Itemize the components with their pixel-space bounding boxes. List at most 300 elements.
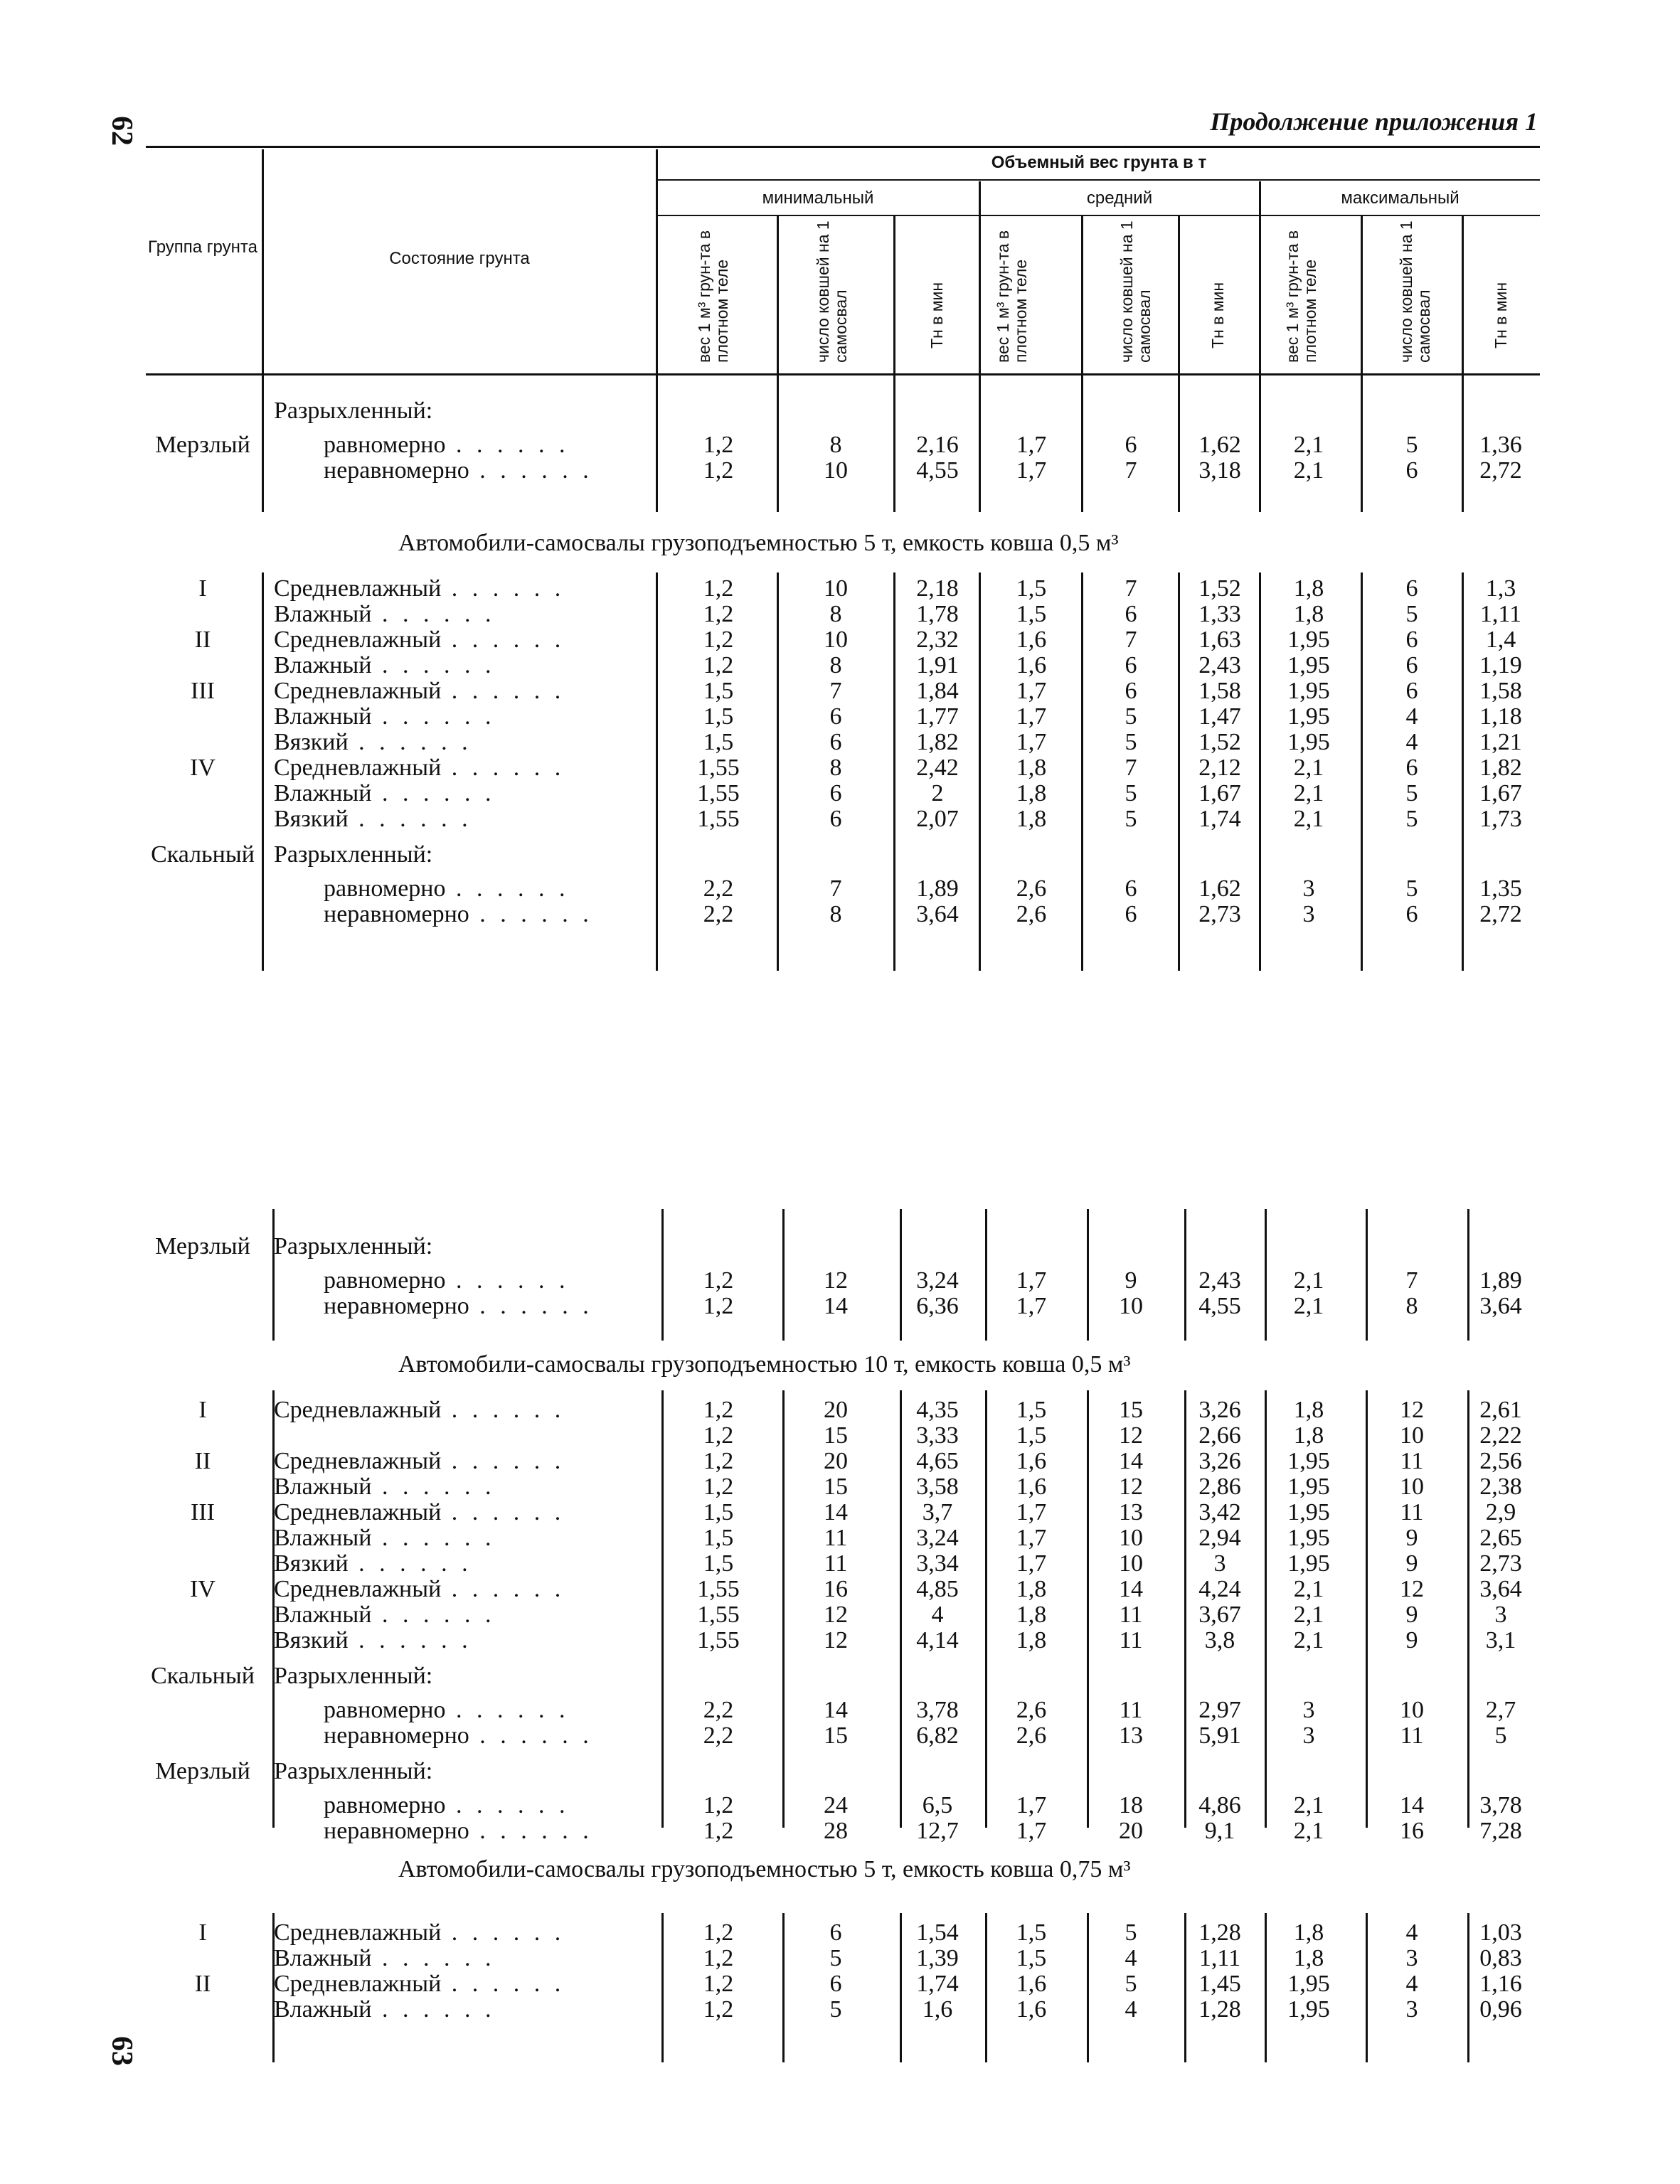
- state-text: Влажный: [274, 601, 372, 627]
- cell-value: 3,64: [916, 901, 959, 927]
- cell-value: 24: [824, 1792, 848, 1818]
- cell-value: 1,2: [703, 1267, 734, 1294]
- leader-dots: . . . . . .: [441, 755, 565, 781]
- col-header-time-min: Тн в мин: [927, 282, 946, 348]
- table-row: [0, 1793, 1680, 1818]
- table-row: [0, 1818, 1680, 1844]
- cell-value: 4,65: [916, 1448, 959, 1474]
- cell-value: 1,2: [703, 1474, 734, 1500]
- state-text: Средневлажный: [274, 1919, 442, 1946]
- col-header-weight-min: вес 1 м³ грун-та в плотном теле: [695, 230, 731, 363]
- group-label: Мерзлый: [155, 432, 250, 458]
- leader-dots: . . . . . .: [445, 1697, 570, 1723]
- state-label: [274, 1500, 565, 1525]
- state-text: неравномерно: [324, 1818, 469, 1844]
- leader-dots: . . . . . .: [371, 1996, 496, 2023]
- cell-value: 5: [1405, 875, 1418, 902]
- cell-value: 4,24: [1198, 1576, 1241, 1602]
- cell-value: 6: [1125, 875, 1137, 902]
- table-row: [0, 678, 1680, 704]
- cell-value: 10: [1400, 1697, 1424, 1723]
- state-label: [274, 1397, 565, 1423]
- cell-value: 2,94: [1198, 1525, 1241, 1551]
- cell-value: 1,73: [1479, 806, 1522, 832]
- cell-value: 1,11: [1479, 601, 1522, 627]
- state-label: [274, 1474, 495, 1500]
- state-label: [324, 458, 593, 484]
- cell-value: 1,6: [922, 1996, 953, 2023]
- cell-value: 2,61: [1479, 1397, 1522, 1423]
- table-row: [0, 1997, 1680, 2023]
- cell-value: 6: [829, 1919, 842, 1946]
- table-row: [0, 876, 1680, 902]
- table-row: [0, 1397, 1680, 1423]
- cell-value: 1,7: [1016, 729, 1047, 755]
- cell-value: 20: [824, 1448, 848, 1474]
- leader-dots: . . . . . .: [441, 1971, 565, 1997]
- cell-value: 1,8: [1293, 601, 1324, 627]
- cell-value: 2,1: [1293, 1818, 1324, 1844]
- table-row: [0, 1723, 1680, 1749]
- cell-value: 1,2: [703, 1448, 734, 1474]
- cell-value: 1,2: [703, 457, 734, 484]
- leader-dots: . . . . . .: [469, 1818, 593, 1844]
- cell-value: 4: [1405, 1919, 1418, 1946]
- state-label: [274, 1449, 565, 1474]
- cell-value: 1,2: [703, 1792, 734, 1818]
- state-text: равномерно: [324, 1267, 446, 1294]
- cell-value: 1,6: [1016, 627, 1047, 653]
- state-label: [274, 1577, 565, 1602]
- cell-value: 6: [1405, 575, 1418, 602]
- cell-value: 28: [824, 1818, 848, 1844]
- cell-value: 1,7: [1016, 1792, 1047, 1818]
- cell-value: 11: [824, 1550, 848, 1577]
- cell-value: 1,5: [703, 703, 734, 730]
- state-text: Средневлажный: [274, 575, 442, 602]
- cell-value: 1,95: [1287, 627, 1330, 653]
- leader-dots: . . . . . .: [348, 729, 472, 755]
- table-row: [0, 1628, 1680, 1653]
- state-text: Влажный: [274, 703, 372, 730]
- cell-value: 2,07: [916, 806, 959, 832]
- state-text: неравномерно: [324, 457, 469, 484]
- cell-value: 2,86: [1198, 1474, 1241, 1500]
- cell-value: 1,95: [1287, 1448, 1330, 1474]
- cell-value: 5: [1125, 703, 1137, 730]
- cell-value: 7: [829, 678, 842, 704]
- cell-value: 1,62: [1198, 875, 1241, 902]
- cell-value: 5,91: [1198, 1722, 1241, 1749]
- cell-value: 11: [1400, 1448, 1424, 1474]
- state-text: Вязкий: [274, 1627, 349, 1653]
- header-rule-sub: [658, 215, 1540, 216]
- cell-value: 2,22: [1479, 1422, 1522, 1449]
- state-text: неравномерно: [324, 1293, 469, 1319]
- table-row: [0, 398, 1680, 424]
- state-text: Средневлажный: [274, 755, 442, 781]
- leader-dots: . . . . . .: [371, 780, 496, 806]
- state-text: Вязкий: [274, 729, 349, 755]
- cell-value: 8: [829, 432, 842, 458]
- cell-value: 1,78: [916, 601, 959, 627]
- state-label: [274, 678, 565, 704]
- state-label: [274, 602, 495, 627]
- cell-value: 2,9: [1485, 1499, 1516, 1525]
- state-label: [274, 1759, 432, 1784]
- cell-value: 1,7: [1016, 457, 1047, 484]
- cell-value: 11: [1119, 1627, 1143, 1653]
- group-label: III: [191, 678, 215, 704]
- cell-value: 1,7: [1016, 1499, 1047, 1525]
- leader-dots: . . . . . .: [371, 703, 496, 730]
- group-label: III: [191, 1499, 215, 1525]
- cell-value: 1,55: [697, 755, 740, 781]
- leader-dots: . . . . . .: [441, 1499, 565, 1525]
- cell-value: 11: [824, 1525, 848, 1551]
- cell-value: 1,8: [1016, 780, 1047, 806]
- leader-dots: . . . . . .: [469, 1722, 593, 1749]
- section-title: Автомобили-самосвалы грузоподъемностью 5 т, емкость ковша 0,5 м³: [398, 530, 1119, 556]
- group-label: IV: [190, 755, 216, 781]
- cell-value: 1,2: [703, 575, 734, 602]
- cell-value: 10: [1400, 1474, 1424, 1500]
- cell-value: 20: [1119, 1818, 1143, 1844]
- cell-value: 1,2: [703, 1397, 734, 1423]
- cell-value: 2,1: [1293, 806, 1324, 832]
- leader-dots: . . . . . .: [371, 1474, 496, 1500]
- cell-value: 1,95: [1287, 1971, 1330, 1997]
- cell-value: 1,8: [1016, 1576, 1047, 1602]
- cell-value: 3,24: [916, 1525, 959, 1551]
- state-label: [274, 398, 432, 424]
- cell-value: 3,78: [916, 1697, 959, 1723]
- cell-value: 1,36: [1479, 432, 1522, 458]
- cell-value: 0,96: [1479, 1996, 1522, 2023]
- state-text: Средневлажный: [274, 1499, 442, 1525]
- cell-value: 14: [1119, 1576, 1143, 1602]
- table-row: [0, 1602, 1680, 1628]
- cell-value: 5: [1125, 780, 1137, 806]
- cell-value: 13: [1119, 1722, 1143, 1749]
- cell-value: 2: [931, 780, 944, 806]
- leader-dots: . . . . . .: [371, 601, 496, 627]
- state-label: [274, 842, 432, 868]
- cell-value: 1,3: [1485, 575, 1516, 602]
- leader-dots: . . . . . .: [469, 901, 593, 927]
- cell-value: 15: [824, 1474, 848, 1500]
- cell-value: 5: [1405, 780, 1418, 806]
- cell-value: 16: [824, 1576, 848, 1602]
- cell-value: 2,1: [1293, 1792, 1324, 1818]
- cell-value: 4: [1405, 703, 1418, 730]
- cell-value: 6,82: [916, 1722, 959, 1749]
- cell-value: 1,2: [703, 432, 734, 458]
- cell-value: 2,97: [1198, 1697, 1241, 1723]
- cell-value: 1,8: [1293, 1397, 1324, 1423]
- table-row: [0, 842, 1680, 868]
- cell-value: 9: [1405, 1602, 1418, 1628]
- cell-value: 5: [1494, 1722, 1507, 1749]
- state-label: [274, 576, 565, 602]
- leader-dots: . . . . . .: [469, 1293, 593, 1319]
- leader-dots: . . . . . .: [441, 1919, 565, 1946]
- cell-value: 2,42: [916, 755, 959, 781]
- cell-value: 10: [1119, 1293, 1143, 1319]
- cell-value: 5: [1405, 601, 1418, 627]
- state-label: [274, 1525, 495, 1551]
- cell-value: 12: [824, 1627, 848, 1653]
- cell-value: 1,58: [1198, 678, 1241, 704]
- cell-value: 14: [824, 1697, 848, 1723]
- cell-value: 15: [824, 1422, 848, 1449]
- cell-value: 1,7: [1016, 1550, 1047, 1577]
- cell-value: 4,55: [916, 457, 959, 484]
- cell-value: 3,26: [1198, 1448, 1241, 1474]
- state-label: [324, 902, 593, 927]
- state-label: [324, 1723, 593, 1749]
- group-label: II: [194, 1448, 211, 1474]
- cell-value: 8: [829, 755, 842, 781]
- state-label: [324, 432, 570, 458]
- cell-value: 7: [1125, 575, 1137, 602]
- cell-value: 1,11: [1198, 1945, 1241, 1971]
- cell-value: 6: [829, 806, 842, 832]
- cell-value: 9: [1405, 1525, 1418, 1551]
- cell-value: 2,66: [1198, 1422, 1241, 1449]
- cell-value: 1,2: [703, 1996, 734, 2023]
- table-row: [0, 902, 1680, 927]
- cell-value: 8: [829, 601, 842, 627]
- cell-value: 2,72: [1479, 901, 1522, 927]
- cell-value: 15: [1119, 1397, 1143, 1423]
- state-text: Разрыхленный:: [274, 1233, 433, 1259]
- state-label: [324, 876, 570, 902]
- cell-value: 1,8: [1016, 1627, 1047, 1653]
- cell-value: 5: [1125, 1919, 1137, 1946]
- cell-value: 2,56: [1479, 1448, 1522, 1474]
- state-label: [274, 1920, 565, 1946]
- cell-value: 6,36: [916, 1293, 959, 1319]
- cell-value: 3,18: [1198, 457, 1241, 484]
- cell-value: 2,73: [1198, 901, 1241, 927]
- cell-value: 5: [1405, 806, 1418, 832]
- cell-value: 11: [1119, 1697, 1143, 1723]
- cell-value: 6: [829, 1971, 842, 1997]
- state-label: [274, 1663, 432, 1689]
- cell-value: 2,72: [1479, 457, 1522, 484]
- cell-value: 1,8: [1016, 806, 1047, 832]
- table-row: [0, 755, 1680, 781]
- cell-value: 13: [1119, 1499, 1143, 1525]
- cell-value: 2,38: [1479, 1474, 1522, 1500]
- state-label: [274, 1946, 495, 1971]
- cell-value: 6: [1405, 901, 1418, 927]
- cell-value: 4: [1405, 1971, 1418, 1997]
- cell-value: 6: [829, 703, 842, 730]
- cell-value: 1,6: [1016, 1971, 1047, 1997]
- cell-value: 4: [1125, 1945, 1137, 1971]
- state-text: равномерно: [324, 875, 446, 902]
- state-label: [274, 1997, 495, 2023]
- leader-dots: . . . . . .: [445, 1267, 570, 1294]
- table-row: [0, 1551, 1680, 1577]
- cell-value: 9: [1405, 1627, 1418, 1653]
- header-min: минимальный: [762, 188, 874, 208]
- cell-value: 9: [1125, 1267, 1137, 1294]
- table-row: [0, 1234, 1680, 1259]
- table-row: [0, 1759, 1680, 1784]
- cell-value: 11: [1400, 1722, 1424, 1749]
- col-header-time-mid: Тн в мин: [1208, 282, 1227, 348]
- table-row: [0, 704, 1680, 730]
- cell-value: 4: [1125, 1996, 1137, 2023]
- cell-value: 2,1: [1293, 432, 1324, 458]
- cell-value: 1,4: [1485, 627, 1516, 653]
- header-mid: средний: [1086, 188, 1153, 208]
- cell-value: 1,52: [1198, 575, 1241, 602]
- cell-value: 1,55: [697, 1627, 740, 1653]
- cell-value: 1,95: [1287, 1996, 1330, 2023]
- table-row: [0, 1920, 1680, 1946]
- cell-value: 1,28: [1198, 1996, 1241, 2023]
- cell-value: 1,74: [1198, 806, 1241, 832]
- cell-value: 2,6: [1016, 901, 1047, 927]
- cell-value: 6: [1405, 652, 1418, 678]
- continuation-title: Продолжение приложения 1: [1210, 107, 1538, 136]
- table-row: [0, 1577, 1680, 1602]
- state-label: [324, 1268, 570, 1294]
- cell-value: 1,2: [703, 1971, 734, 1997]
- leader-dots: . . . . . .: [441, 1448, 565, 1474]
- cell-value: 1,7: [1016, 1525, 1047, 1551]
- cell-value: 3,26: [1198, 1397, 1241, 1423]
- cell-value: 3,67: [1198, 1602, 1241, 1628]
- cell-value: 3,34: [916, 1550, 959, 1577]
- col-header-buckets-min: число ковшей на 1 самосвал: [814, 220, 850, 363]
- cell-value: 1,95: [1287, 1525, 1330, 1551]
- cell-value: 1,5: [703, 729, 734, 755]
- state-label: [324, 1698, 570, 1723]
- cell-value: 1,16: [1479, 1971, 1522, 1997]
- cell-value: 10: [1400, 1422, 1424, 1449]
- col-header-weight-mid: вес 1 м³ грун-та в плотном теле: [994, 230, 1030, 363]
- cell-value: 4,86: [1198, 1792, 1241, 1818]
- cell-value: 2,6: [1016, 875, 1047, 902]
- cell-value: 1,2: [703, 1422, 734, 1449]
- table-row: [0, 458, 1680, 484]
- state-label: [324, 1294, 593, 1319]
- state-text: Разрыхленный:: [274, 841, 433, 868]
- cell-value: 9,1: [1204, 1818, 1235, 1844]
- cell-value: 3: [1405, 1996, 1418, 2023]
- cell-value: 12: [1400, 1397, 1424, 1423]
- cell-value: 1,7: [1016, 703, 1047, 730]
- cell-value: 1,62: [1198, 432, 1241, 458]
- cell-value: 1,5: [703, 1499, 734, 1525]
- cell-value: 1,28: [1198, 1919, 1241, 1946]
- cell-value: 1,55: [697, 780, 740, 806]
- cell-value: 2,1: [1293, 1602, 1324, 1628]
- cell-value: 1,84: [916, 678, 959, 704]
- cell-value: 2,43: [1198, 652, 1241, 678]
- cell-value: 14: [1119, 1448, 1143, 1474]
- cell-value: 2,1: [1293, 1576, 1324, 1602]
- cell-value: 1,5: [1016, 601, 1047, 627]
- cell-value: 5: [829, 1996, 842, 2023]
- cell-value: 2,1: [1293, 1293, 1324, 1319]
- cell-value: 3,33: [916, 1422, 959, 1449]
- cell-value: 1,47: [1198, 703, 1241, 730]
- group-label: Скальный: [151, 1663, 255, 1689]
- state-text: неравномерно: [324, 1722, 469, 1749]
- cell-value: 3: [1302, 875, 1315, 902]
- table-row: [0, 432, 1680, 458]
- state-text: Влажный: [274, 1602, 372, 1628]
- cell-value: 1,5: [703, 1525, 734, 1551]
- cell-value: 3,8: [1204, 1627, 1235, 1653]
- cell-value: 1,67: [1198, 780, 1241, 806]
- state-text: Вязкий: [274, 1550, 349, 1577]
- state-label: [274, 806, 472, 832]
- cell-value: 3: [1302, 1722, 1315, 1749]
- state-text: Средневлажный: [274, 1397, 442, 1423]
- state-text: Влажный: [274, 1474, 372, 1500]
- cell-value: 3,42: [1198, 1499, 1241, 1525]
- leader-dots: . . . . . .: [441, 627, 565, 653]
- table-row: [0, 1449, 1680, 1474]
- cell-value: 3,58: [916, 1474, 959, 1500]
- cell-value: 1,82: [916, 729, 959, 755]
- cell-value: 1,89: [1479, 1267, 1522, 1294]
- leader-dots: . . . . . .: [348, 1550, 472, 1577]
- table-row: [0, 602, 1680, 627]
- state-text: Влажный: [274, 1945, 372, 1971]
- state-label: [274, 1234, 432, 1259]
- cell-value: 1,7: [1016, 678, 1047, 704]
- cell-value: 1,5: [1016, 1945, 1047, 1971]
- cell-value: 1,2: [703, 1818, 734, 1844]
- cell-value: 4: [1405, 729, 1418, 755]
- cell-value: 3,64: [1479, 1293, 1522, 1319]
- cell-value: 2,43: [1198, 1267, 1241, 1294]
- cell-value: 1,18: [1479, 703, 1522, 730]
- cell-value: 12: [1400, 1576, 1424, 1602]
- cell-value: 2,32: [916, 627, 959, 653]
- leader-dots: . . . . . .: [469, 457, 593, 484]
- group-label: II: [194, 1971, 211, 1997]
- cell-value: 12: [824, 1267, 848, 1294]
- state-text: Средневлажный: [274, 1448, 442, 1474]
- cell-value: 1,8: [1293, 1919, 1324, 1946]
- cell-value: 1,95: [1287, 703, 1330, 730]
- cell-value: 6: [1125, 601, 1137, 627]
- table-row: [0, 1946, 1680, 1971]
- group-label: I: [198, 1397, 207, 1423]
- cell-value: 1,7: [1016, 1818, 1047, 1844]
- cell-value: 8: [1405, 1293, 1418, 1319]
- leader-dots: . . . . . .: [371, 652, 496, 678]
- cell-value: 6: [1405, 755, 1418, 781]
- header-group: Группа грунта: [148, 238, 257, 257]
- state-label: [274, 1551, 472, 1577]
- cell-value: 5: [1125, 806, 1137, 832]
- cell-value: 3: [1494, 1602, 1507, 1628]
- section-title: Автомобили-самосвалы грузоподъемностью 5 т, емкость ковша 0,75 м³: [398, 1856, 1131, 1882]
- cell-value: 14: [824, 1499, 848, 1525]
- col-header-buckets-max: число ковшей на 1 самосвал: [1397, 220, 1433, 363]
- header-rule-volume: [658, 179, 1540, 181]
